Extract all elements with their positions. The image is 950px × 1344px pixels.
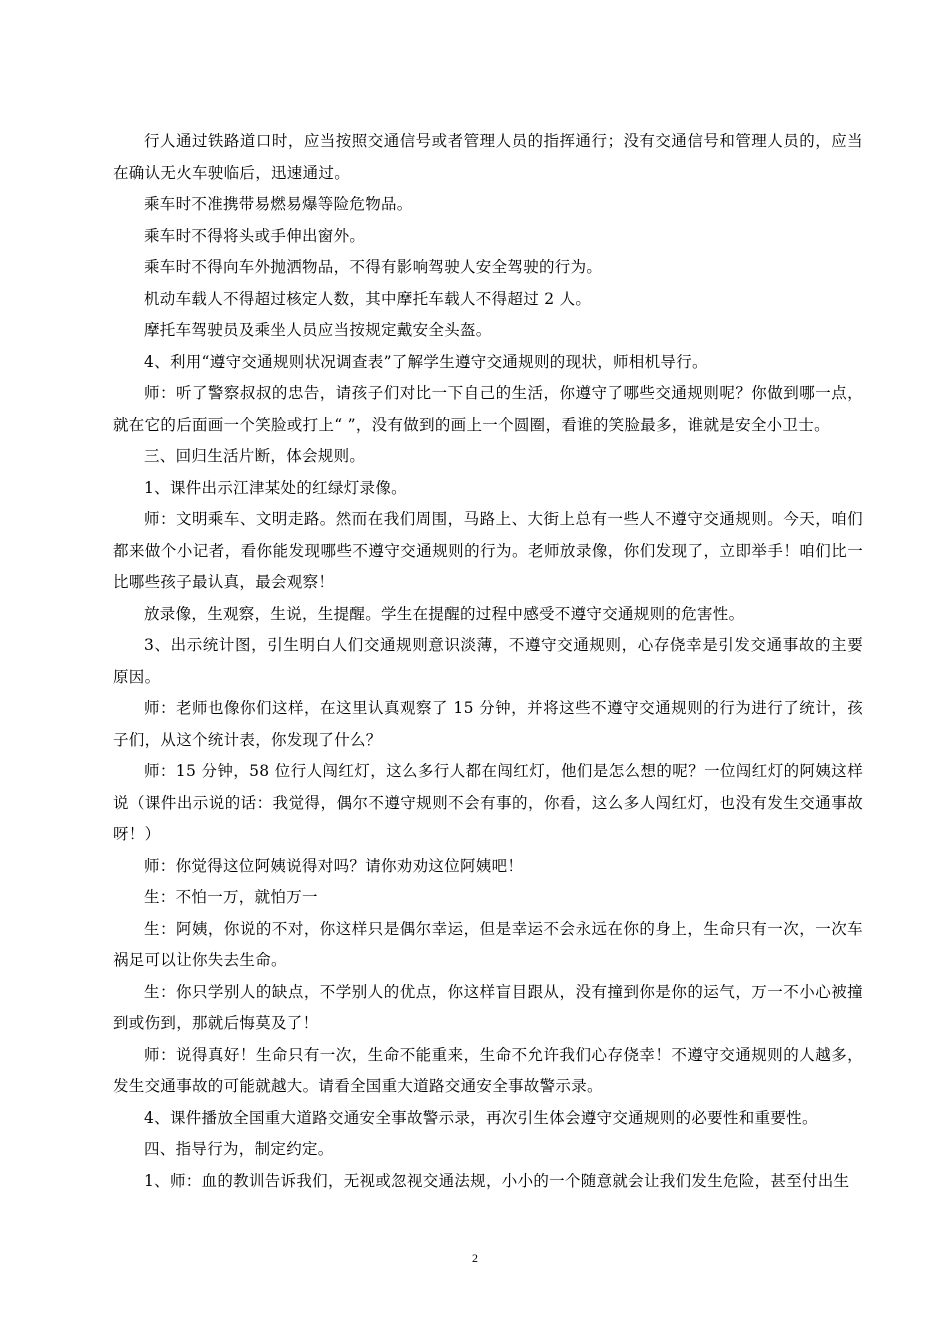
paragraph: 乘车时不准携带易燃易爆等险危物品。 — [144, 195, 413, 213]
paragraph: 乘车时不得向车外抛洒物品，不得有影响驾驶人安全驾驶的行为。 — [144, 258, 603, 276]
paragraph: 师：15 分钟，58 位行人闯红灯，这么多行人都在闯红灯，他们是怎么想的呢？一位闯红灯的阿姨这样说（课件出示说的话：我觉得，偶尔不遵守规则不会有事的，你看，这么多人闯红灯，也没有发生交通事故呀！） — [113, 762, 863, 843]
section-heading: 四、指导行为，制定约定。 — [144, 1140, 334, 1158]
paragraph: 师：听了警察叔叔的忠告，请孩子们对比一下自己的生活，你遵守了哪些交通规则呢？你做到哪一点，就在它的后面画一个笑脸或打上“ ”，没有做到的画上一个圆圈，看谁的笑脸最多，谁就是安全小卫士。 — [113, 384, 863, 434]
paragraph: 乘车时不得将头或手伸出窗外。 — [144, 226, 366, 245]
document-body — [113, 126, 863, 1197]
paragraph: 机动车载人不得超过核定人数，其中摩托车载人不得超过 2 人。 — [144, 289, 592, 308]
paragraph: 1、课件出示江津某处的红绿灯录像。 — [144, 478, 407, 497]
paragraph: 4、课件播放全国重大道路交通安全事故警示录，再次引生体会遵守交通规则的必要性和重要性。 — [144, 1108, 818, 1127]
paragraph: 生：不怕一万，就怕万一 — [144, 888, 318, 906]
paragraph: 放录像，生观察，生说，生提醒。学生在提醒的过程中感受不遵守交通规则的危害性。 — [144, 604, 745, 623]
paragraph: 师：老师也像你们这样，在这里认真观察了 15 分钟，并将这些不遵守交通规则的行为进行了统计，孩子们，从这个统计表，你发现了什么？ — [113, 699, 863, 749]
paragraph: 生：阿姨，你说的不对，你这样只是偶尔幸运，但是幸运不会永远在你的身上，生命只有一次，一次车祸足可以让你失去生命。 — [113, 919, 863, 969]
paragraph: 摩托车驾驶员及乘坐人员应当按规定戴安全头盔。 — [144, 321, 492, 339]
paragraph: 4、利用“遵守交通规则状况调查表”了解学生遵守交通规则的现状，师相机导行。 — [144, 352, 708, 371]
page-number: 2 — [472, 1251, 478, 1265]
paragraph: 行人通过铁路道口时，应当按照交通信号或者管理人员的指挥通行；没有交通信号和管理人员的，应当在确认无火车驶临后，迅速通过。 — [113, 132, 863, 182]
paragraph: 1、师：血的教训告诉我们，无视或忽视交通法规，小小的一个随意就会让我们发生危险，甚至付出生 — [144, 1171, 850, 1190]
paragraph: 生：你只学别人的缺点，不学别人的优点，你这样盲目跟从，没有撞到你是你的运气，万一不小心被撞到或伤到，那就后悔莫及了！ — [113, 982, 863, 1032]
paragraph: 师：你觉得这位阿姨说得对吗？请你劝劝这位阿姨吧！ — [144, 856, 524, 875]
paragraph: 3、出示统计图，引生明白人们交通规则意识淡薄，不遵守交通规则，心存侥幸是引发交通事故的主要原因。 — [113, 636, 863, 686]
paragraph: 师：说得真好！生命只有一次，生命不能重来，生命不允许我们心存侥幸！不遵守交通规则的人越多，发生交通事故的可能就越大。请看全国重大道路交通安全事故警示录。 — [113, 1045, 863, 1095]
paragraph: 师：文明乘车、文明走路。然而在我们周围，马路上、大街上总有一些人不遵守交通规则。今天，咱们都来做个小记者，看你能发现哪些不遵守交通规则的行为。老师放录像，你们发现了，立即举手！咱们比一比哪些孩子最认真，最会观察！ — [113, 510, 863, 591]
section-heading: 三、回归生活片断，体会规则。 — [144, 447, 366, 465]
